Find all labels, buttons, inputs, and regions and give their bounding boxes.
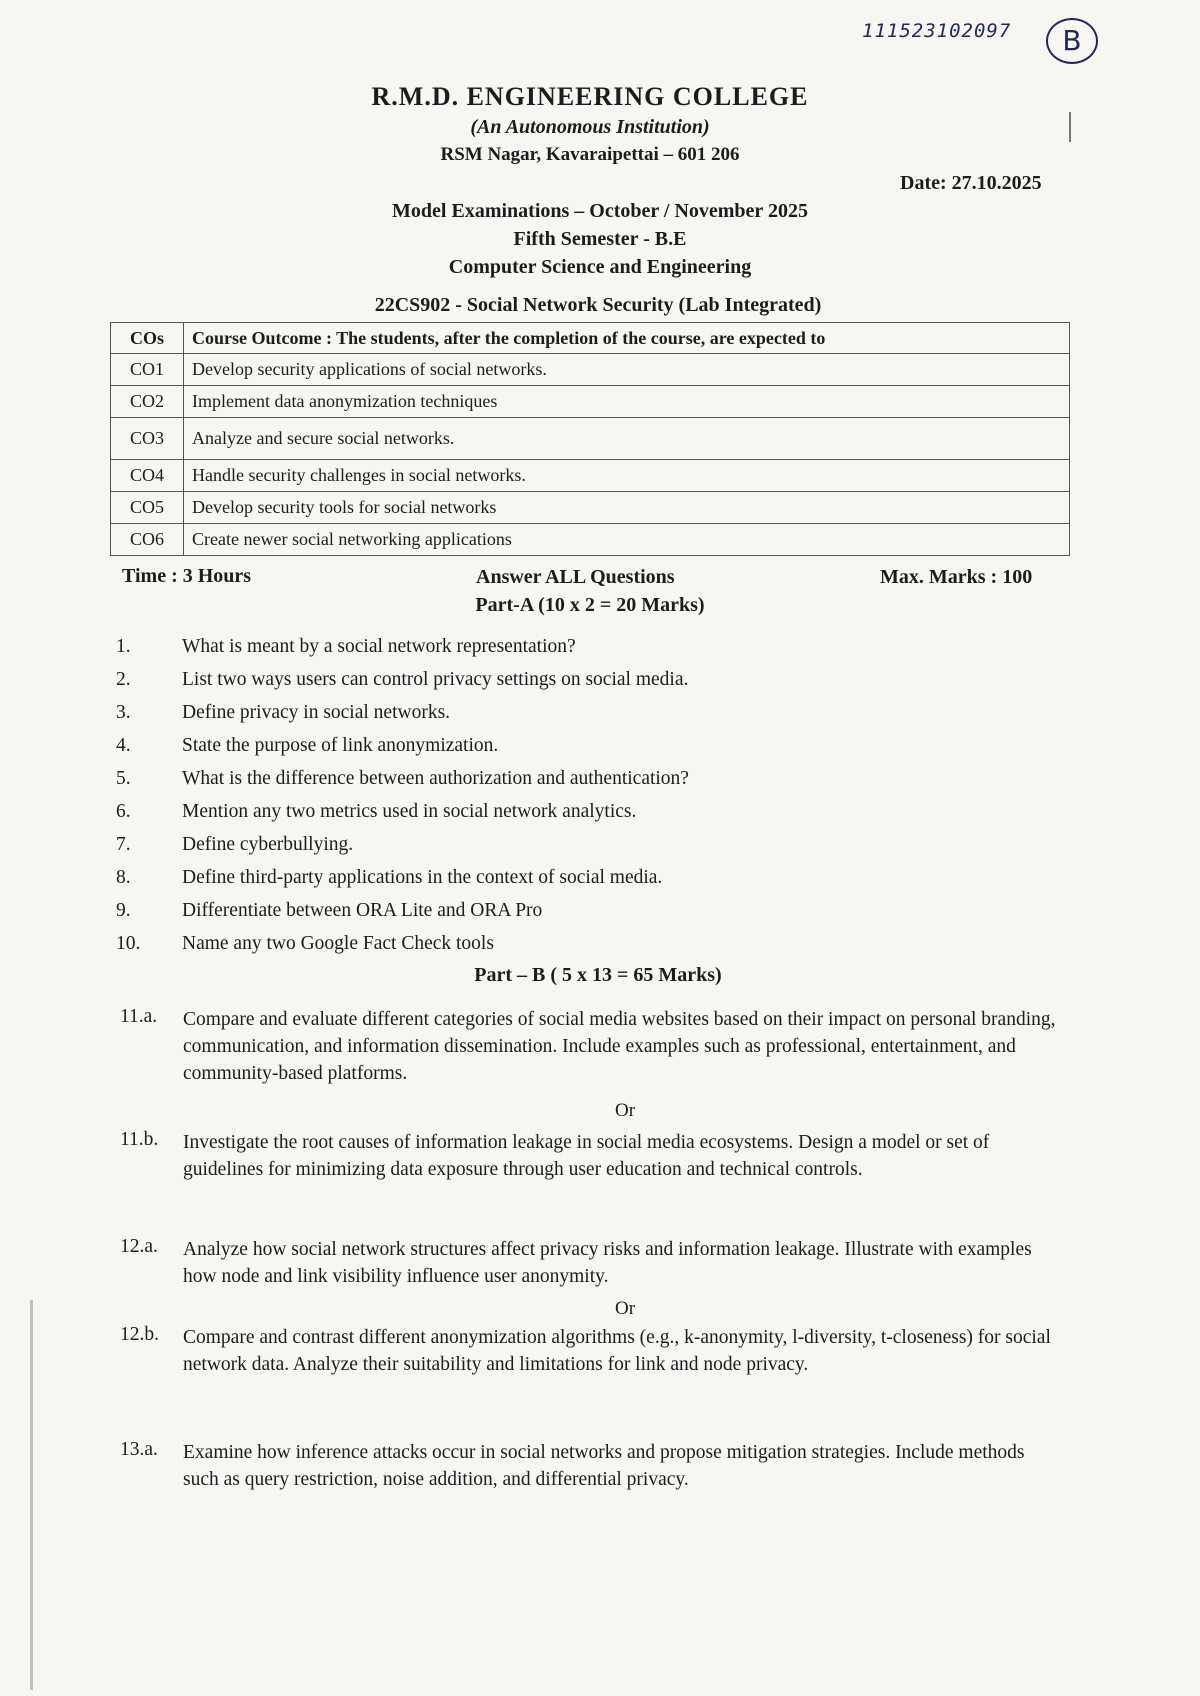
course-title: 22CS902 - Social Network Security (Lab Integrated) <box>374 294 822 316</box>
question-text: Examine how inference attacks occur in social networks and propose mitigation strategies. Include methods such as query restriction, noise addition, and differential privacy. <box>183 1442 1025 1490</box>
or-separator: Or <box>614 1298 636 1319</box>
question-number: 2. <box>116 669 131 690</box>
question-text: State the purpose of link anonymization. <box>182 735 499 756</box>
question-text: Define third-party applications in the context of social media. <box>182 867 663 888</box>
department: Computer Science and Engineering <box>448 256 752 278</box>
question-number: 6. <box>116 801 131 822</box>
question-number: 4. <box>116 735 131 756</box>
question-text: Analyze how social network structures affect privacy risks and information leakage. Illustrate with examples how node and link visibility influence user anonymity. <box>183 1239 1032 1287</box>
co-code: CO2 <box>111 386 184 418</box>
autonomous-label: (An Autonomous Institution) <box>470 116 710 138</box>
table-header-cell: Course Outcome : The students, after the completion of the course, are expected to <box>184 323 1070 354</box>
question-number: 3. <box>116 702 131 723</box>
question-number: 13.a. <box>120 1439 158 1460</box>
scan-margin-edge <box>30 1300 33 1690</box>
table-row <box>111 492 1070 524</box>
table-header-cell: COs <box>111 323 184 354</box>
exam-time: Time : 3 Hours <box>122 565 252 587</box>
college-address: RSM Nagar, Kavaraipettai – 601 206 <box>440 144 740 165</box>
co-code: CO6 <box>111 524 184 556</box>
co-description: Develop security applications of social networks. <box>184 354 1070 386</box>
question-text: List two ways users can control privacy settings on social media. <box>182 669 689 690</box>
question-number: 8. <box>116 867 131 888</box>
max-marks: Max. Marks : 100 <box>880 566 1033 588</box>
co-code: CO1 <box>111 354 184 386</box>
table-row <box>111 524 1070 556</box>
question-text: Define privacy in social networks. <box>182 702 451 723</box>
question-number: 7. <box>116 834 131 855</box>
semester: Fifth Semester - B.E <box>513 228 687 250</box>
exam-title: Model Examinations – October / November 2025 <box>392 200 808 222</box>
or-separator: Or <box>614 1100 636 1121</box>
answer-instruction: Answer ALL Questions <box>476 566 675 588</box>
course-outcomes-table <box>110 322 1070 556</box>
exam-date: Date: 27.10.2025 <box>900 172 1042 194</box>
question-text: Define cyberbullying. <box>182 834 354 855</box>
table-row <box>111 354 1070 386</box>
question-number: 9. <box>116 900 131 921</box>
table-row <box>111 418 1070 460</box>
co-code: CO4 <box>111 460 184 492</box>
question-text: Compare and evaluate different categories of social media websites based on their impact on personal branding, communication, and information dissemination. Include examples such as professional, entertainment, and community-based platforms. <box>183 1009 1056 1084</box>
question-text: What is the difference between authorization and authentication? <box>182 768 689 789</box>
question-number: 10. <box>116 933 141 954</box>
handwritten-roll-number: 111523102097 <box>862 20 1012 42</box>
question-text: Compare and contrast different anonymization algorithms (e.g., k-anonymity, l-diversity, t-closeness) for social network data. Analyze their suitability and limitations for link and node privacy. <box>183 1327 1051 1375</box>
question-text: Investigate the root causes of information leakage in social media ecosystems. Design a model or set of guidelines for minimizing data exposure through user education and technical controls. <box>183 1132 990 1180</box>
question-number: 11.b. <box>120 1129 159 1150</box>
part-b-title: Part – B ( 5 x 13 = 65 Marks) <box>474 964 722 986</box>
question-text: Mention any two metrics used in social network analytics. <box>182 801 637 822</box>
co-description: Analyze and secure social networks. <box>184 418 1070 460</box>
co-description: Handle security challenges in social networks. <box>184 460 1070 492</box>
question-number: 12.b. <box>120 1324 159 1345</box>
co-code: CO5 <box>111 492 184 524</box>
set-label-circle: B <box>1046 18 1098 64</box>
question-text: Differentiate between ORA Lite and ORA Pro <box>182 900 543 921</box>
question-number: 11.a. <box>120 1006 158 1027</box>
question-text: Name any two Google Fact Check tools <box>182 933 494 954</box>
co-description: Implement data anonymization techniques <box>184 386 1070 418</box>
question-number: 1. <box>116 636 131 657</box>
table-row <box>111 460 1070 492</box>
table-row <box>111 386 1070 418</box>
co-description: Develop security tools for social networks <box>184 492 1070 524</box>
question-text: What is meant by a social network representation? <box>182 636 576 657</box>
co-code: CO3 <box>111 418 184 460</box>
table-header-row <box>111 323 1070 354</box>
part-a-title: Part-A (10 x 2 = 20 Marks) <box>475 594 705 616</box>
co-description: Create newer social networking applications <box>184 524 1070 556</box>
question-number: 5. <box>116 768 131 789</box>
college-name: R.M.D. ENGINEERING COLLEGE <box>371 82 809 111</box>
question-number: 12.a. <box>120 1236 158 1257</box>
